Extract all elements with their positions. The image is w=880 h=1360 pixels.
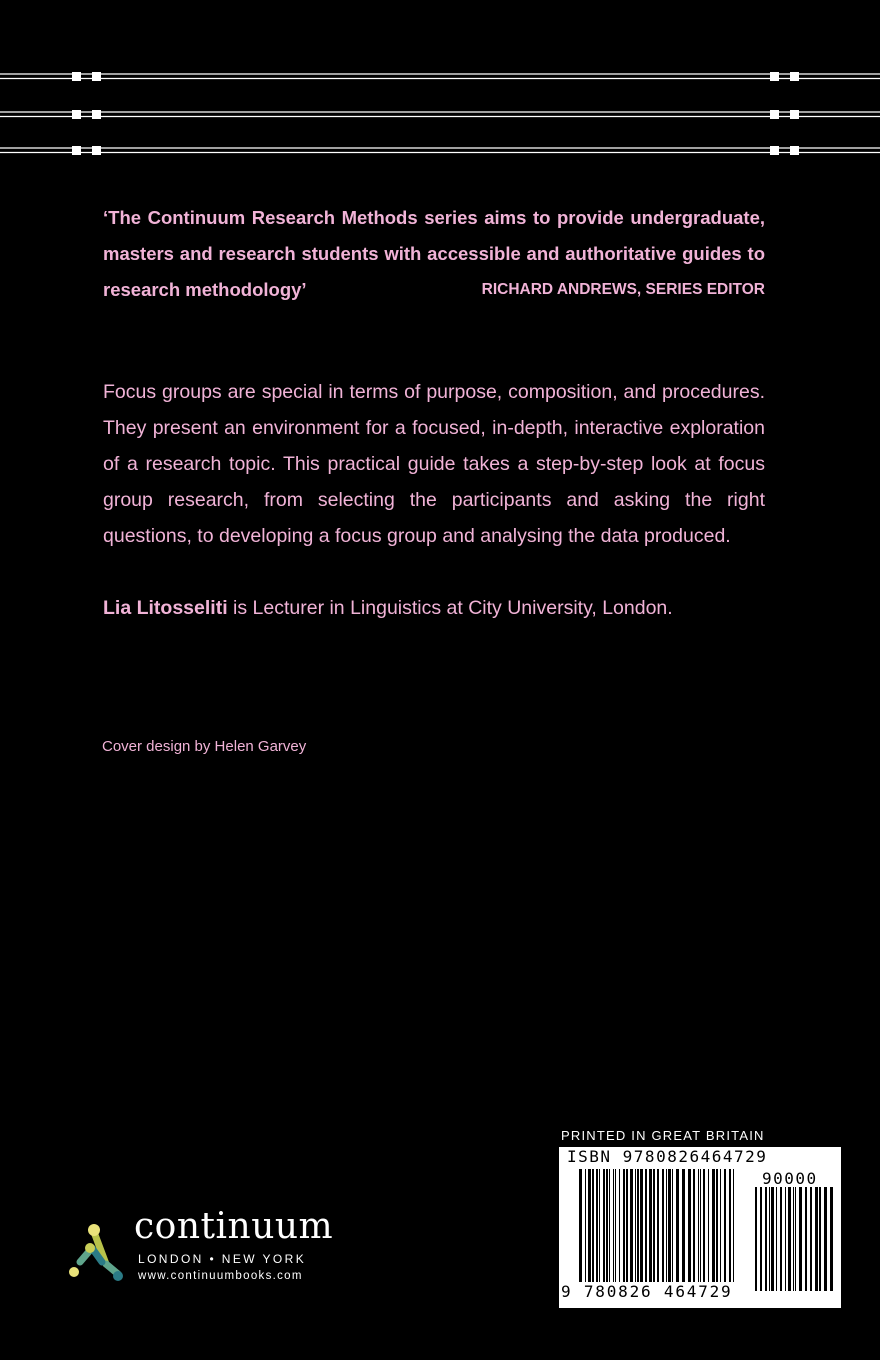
decorative-rules — [0, 60, 880, 170]
quote-last-row — [103, 272, 765, 308]
publisher-cities: LONDON • NEW YORK — [138, 1252, 307, 1266]
printed-in-label: PRINTED IN GREAT BRITAIN — [561, 1128, 765, 1143]
author-bio-text: is Lecturer in Linguistics at City University, London. — [227, 597, 673, 619]
cover-design-credit: Cover design by Helen Garvey — [102, 738, 307, 755]
publisher-url: www.continuumbooks.com — [138, 1270, 303, 1282]
publisher-name: continuum — [134, 1206, 334, 1247]
quote-line-1: ‘The Continuum Research Methods series aims to provide undergraduate, — [103, 207, 765, 228]
series-quote — [103, 200, 765, 308]
author-bio — [103, 590, 803, 626]
isbn-barcode — [559, 1147, 841, 1308]
price-code: 90000 — [762, 1169, 818, 1188]
quote-line-3: research methodology’ — [103, 279, 307, 300]
price-addon-bars — [755, 1187, 835, 1303]
ean-digits: 9 780826 464729 — [561, 1282, 747, 1301]
quote-attribution: RICHARD ANDREWS, SERIES EDITOR — [481, 281, 765, 298]
book-description: Focus groups are special in terms of purpose, composition, and procedures. They present an environment for a focused, in-depth, interactive exploration of a research topic. This practical guide takes a step-by-step look at focus group research, from selecting the participants and asking the right questions, to developing a focus group and analysing the data produced. — [103, 381, 765, 547]
continuum-logo-icon — [66, 1218, 132, 1284]
isbn-number: ISBN 9780826464729 — [567, 1147, 768, 1166]
publisher-logo — [66, 1206, 366, 1292]
author-name: Lia Litosseliti — [103, 597, 228, 619]
quote-line-2: masters and research students with accessible and authoritative guides to — [103, 243, 765, 264]
